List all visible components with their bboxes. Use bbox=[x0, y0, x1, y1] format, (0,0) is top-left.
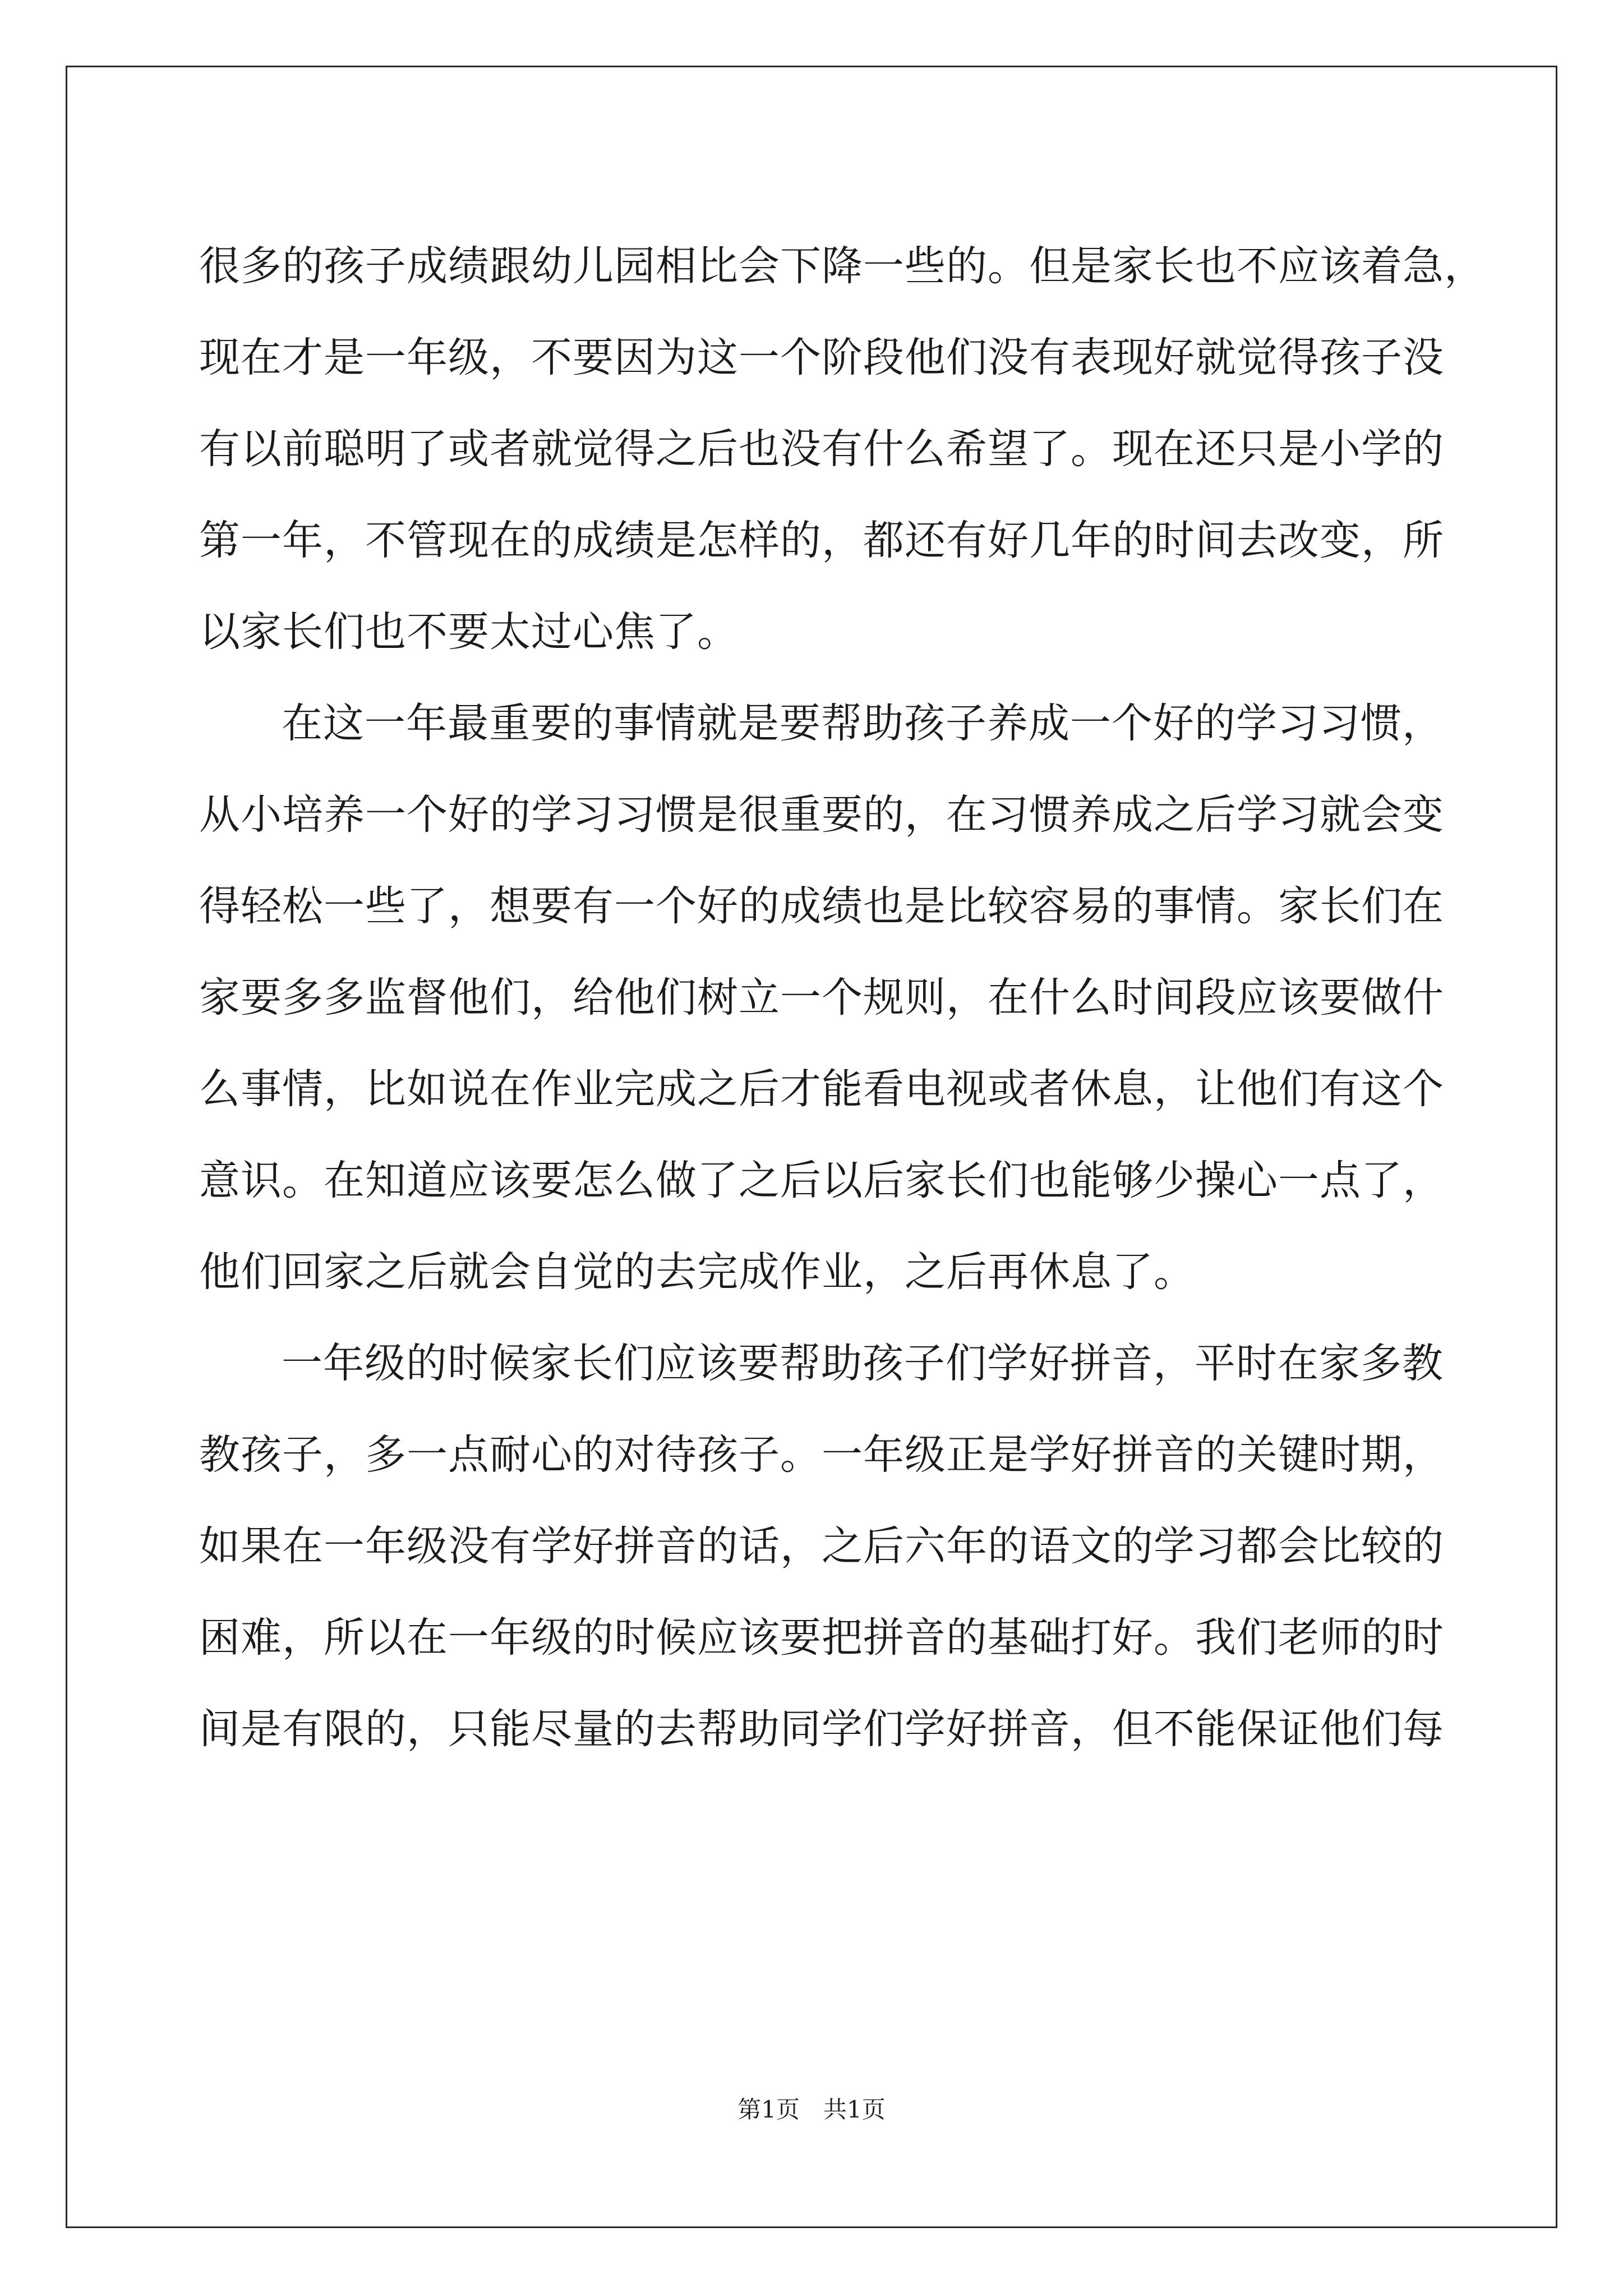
text-line: 现在才是一年级，不要因为这一个阶段他们没有表现好就觉得孩子没 bbox=[199, 334, 1444, 381]
text-line: 如果在一年级没有学好拼音的话，之后六年的语文的学习都会比较的 bbox=[199, 1522, 1444, 1570]
text-line: 教孩子，多一点耐心的对待孩子。一年级正是学好拼音的关键时期， bbox=[199, 1431, 1444, 1479]
text-line: 第一年，不管现在的成绩是怎样的，都还有好几年的时间去改变，所 bbox=[199, 517, 1444, 564]
page-number-footer: 第1页 共1页 bbox=[737, 2096, 886, 2123]
text-line: 间是有限的，只能尽量的去帮助同学们学好拼音，但不能保证他们每 bbox=[199, 1705, 1444, 1753]
text-line: 么事情，比如说在作业完成之后才能看电视或者休息，让他们有这个 bbox=[199, 1065, 1444, 1113]
text-line: 困难，所以在一年级的时候应该要把拼音的基础打好。我们老师的时 bbox=[199, 1614, 1444, 1662]
paragraph-first-line: 在这一年最重要的事情就是要帮助孩子养成一个好的学习习惯， bbox=[282, 700, 1444, 747]
text-line: 家要多多监督他们，给他们树立一个规则，在什么时间段应该要做什 bbox=[199, 974, 1444, 1022]
text-line: 从小培养一个好的学习习惯是很重要的，在习惯养成之后学习就会变 bbox=[199, 791, 1444, 839]
paragraph-first-line: 一年级的时候家长们应该要帮助孩子们学好拼音，平时在家多教 bbox=[282, 1340, 1444, 1387]
text-line: 意识。在知道应该要怎么做了之后以后家长们也能够少操心一点了， bbox=[199, 1157, 1444, 1204]
document-body bbox=[199, 220, 1486, 1775]
text-line: 有以前聪明了或者就觉得之后也没有什么希望了。现在还只是小学的 bbox=[199, 425, 1444, 473]
text-line: 很多的孩子成绩跟幼儿园相比会下降一些的。但是家长也不应该着急， bbox=[199, 242, 1486, 290]
text-line: 他们回家之后就会自觉的去完成作业，之后再休息了。 bbox=[199, 1248, 1195, 1296]
text-line: 以家长们也不要太过心焦了。 bbox=[199, 608, 739, 656]
text-line: 得轻松一些了，想要有一个好的成绩也是比较容易的事情。家长们在 bbox=[199, 882, 1444, 930]
